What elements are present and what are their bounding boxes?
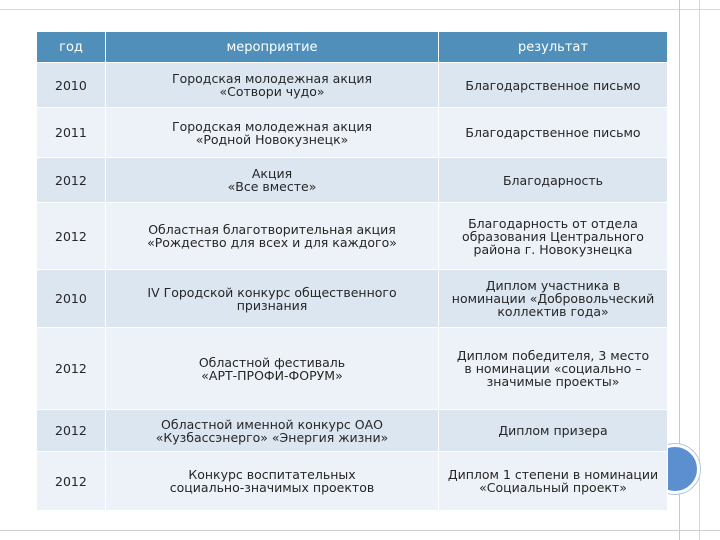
year-cell: 2010 bbox=[37, 270, 106, 328]
result-cell bbox=[439, 158, 668, 203]
table-row bbox=[37, 452, 668, 511]
event-line: Городская молодежная акция bbox=[171, 118, 373, 134]
result-cell bbox=[439, 410, 668, 452]
result-cell bbox=[439, 108, 668, 158]
event-cell bbox=[106, 328, 439, 410]
result-line: значимые проекты» bbox=[486, 374, 620, 389]
result-cell bbox=[439, 63, 668, 108]
result-line: Диплом победителя, 3 место bbox=[456, 348, 650, 363]
header-year: год bbox=[37, 32, 106, 63]
slide-frame-top bbox=[0, 9, 720, 10]
result-line: района г. Новокузнецка bbox=[473, 241, 633, 257]
year-cell: 2012 bbox=[37, 410, 106, 452]
result-cell bbox=[439, 328, 668, 410]
event-line: Областной именной конкурс ОАО bbox=[161, 416, 383, 432]
table-row bbox=[37, 108, 668, 158]
event-line: «Рождество для всех и для каждого» bbox=[147, 235, 397, 250]
event-cell bbox=[106, 410, 439, 452]
year-cell: 2012 bbox=[37, 328, 106, 410]
table-row bbox=[37, 328, 668, 410]
year-cell: 2012 bbox=[37, 452, 106, 511]
table-header-row bbox=[37, 32, 668, 63]
year-cell: 2010 bbox=[37, 63, 106, 108]
table-row bbox=[37, 158, 668, 203]
event-line: «Родной Новокузнецк» bbox=[195, 131, 349, 147]
event-line: IV Городской конкурс общественного bbox=[147, 284, 397, 300]
table-row bbox=[37, 203, 668, 270]
event-line: Областная благотворительная акция bbox=[148, 222, 396, 237]
result-line: Диплом участника в bbox=[485, 278, 621, 293]
result-line: образования Центрального bbox=[462, 228, 644, 244]
header-result: результат bbox=[439, 32, 668, 63]
slide-frame-bottom bbox=[0, 530, 720, 531]
table-row bbox=[37, 63, 668, 108]
result-line: Диплом призера bbox=[498, 423, 608, 438]
event-line: «Все вместе» bbox=[227, 179, 317, 194]
year-cell: 2011 bbox=[37, 108, 106, 158]
result-cell bbox=[439, 203, 668, 270]
result-line: Благодарность от отдела bbox=[468, 215, 638, 231]
event-line: социально-значимых проектов bbox=[169, 480, 375, 495]
table-row bbox=[37, 410, 668, 452]
result-line: в номинации «социально – bbox=[464, 361, 642, 376]
slide-frame-right-outer bbox=[699, 0, 700, 540]
event-line: Конкурс воспитательных bbox=[188, 467, 356, 482]
event-line: признания bbox=[236, 297, 308, 313]
event-line: «АРТ-ПРОФИ-ФОРУМ» bbox=[201, 367, 343, 383]
event-cell bbox=[106, 270, 439, 328]
event-cell bbox=[106, 63, 439, 108]
event-line: Акция bbox=[251, 166, 293, 181]
year-cell: 2012 bbox=[37, 203, 106, 270]
event-line: Городская молодежная акция bbox=[171, 71, 373, 86]
event-cell bbox=[106, 203, 439, 270]
result-line: номинации «Добровольческий bbox=[451, 291, 655, 306]
result-line: коллектив года» bbox=[497, 304, 609, 319]
result-line: Благодарственное письмо bbox=[465, 125, 641, 140]
result-line: Диплом 1 степени в номинации bbox=[447, 467, 659, 482]
result-cell bbox=[439, 270, 668, 328]
result-cell bbox=[439, 452, 668, 511]
result-line: «Социальный проект» bbox=[479, 480, 627, 495]
event-line: «Кузбассэнерго» «Энергия жизни» bbox=[155, 429, 389, 445]
year-cell: 2012 bbox=[37, 158, 106, 203]
event-cell bbox=[106, 108, 439, 158]
event-line: Областной фестиваль bbox=[198, 354, 346, 370]
event-line: «Сотвори чудо» bbox=[219, 84, 325, 99]
result-line: Благодарность bbox=[502, 172, 604, 188]
achievements-table bbox=[36, 31, 668, 511]
table-row bbox=[37, 270, 668, 328]
event-cell bbox=[106, 452, 439, 511]
event-cell bbox=[106, 158, 439, 203]
header-event: мероприятие bbox=[106, 32, 439, 63]
result-line: Благодарственное письмо bbox=[465, 77, 641, 93]
